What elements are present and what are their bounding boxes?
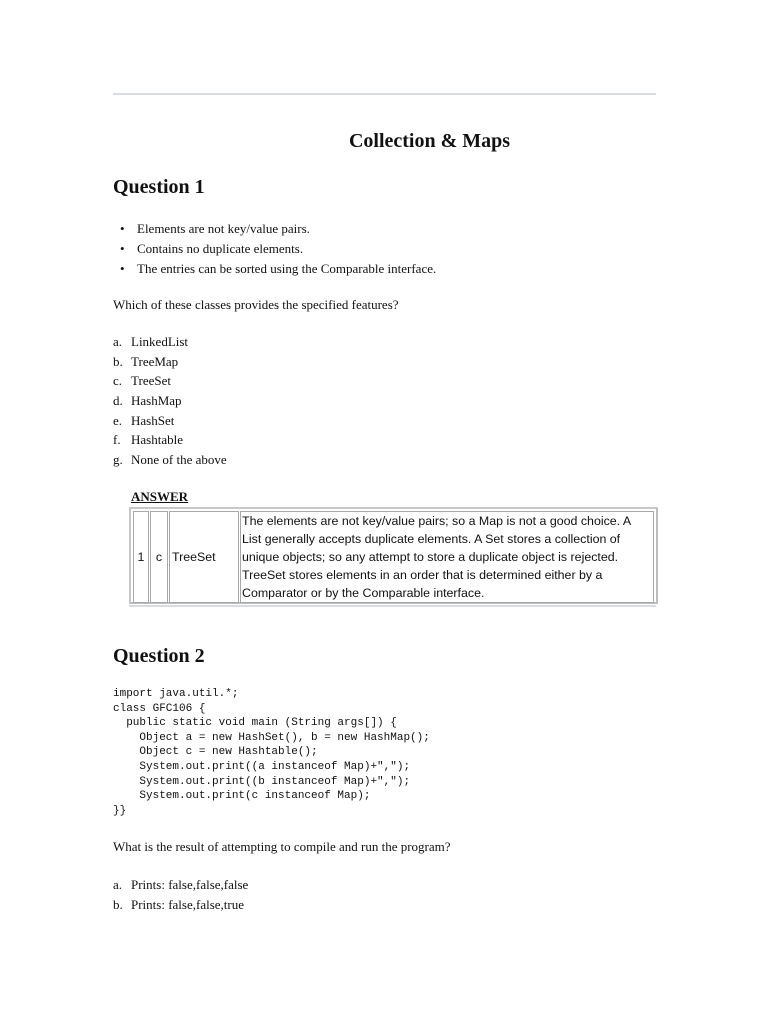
feature-item [113,240,436,260]
option-item [113,431,227,451]
option-item [113,392,227,412]
feature-text: Elements are not key/value pairs. [137,221,310,236]
option-item [113,372,227,392]
option-letter: f. [113,432,121,448]
question-2-code: import java.util.*; class GFC106 { public static void main (String args[]) { Object a = new HashSet(), b = new HashMap(); Object c = new Hashtable(); System.out.print((a instanceof Map)+","); System.out.print((b instanceof Map)+","); System.out.print(c instanceof Map); }} [113,688,430,817]
option-letter: a. [113,334,123,349]
answer-letter: c [150,511,168,603]
question-2-options [113,876,248,915]
question-1-prompt: Which of these classes provides the specified features? [113,297,399,312]
question-1-heading: Question 1 [113,176,205,198]
option-item [113,333,227,353]
answer-row [133,511,654,603]
option-item [113,876,248,896]
answer-table [132,510,655,604]
option-letter: b. [113,896,123,912]
question-1-feature-list [113,220,436,280]
option-text: TreeMap [131,353,179,369]
question-1-options [113,333,227,471]
option-text: Prints: false,false,false [131,877,249,892]
top-divider [113,93,656,95]
option-letter: g. [113,452,123,468]
bullet-icon: • [120,221,125,236]
option-item [113,451,227,471]
option-text: Hashtable [131,432,183,448]
answer-label: ANSWER [131,489,189,504]
document-title: Collection & Maps [348,130,511,152]
option-letter: a. [113,877,123,892]
option-letter: b. [113,353,123,369]
bullet-icon: • [120,241,125,256]
option-text: LinkedList [131,334,189,349]
option-text: TreeSet [131,373,171,389]
feature-text: Contains no duplicate elements. [137,241,304,256]
question-2-prompt: What is the result of attempting to compile and run the program? [113,839,451,854]
option-text: HashSet [131,412,175,428]
option-item [113,353,227,373]
option-letter: d. [113,393,123,409]
option-item [113,896,248,916]
option-letter: c. [113,373,123,389]
option-text: Prints: false,false,true [131,896,244,912]
question-2-heading: Question 2 [113,645,205,667]
option-item [113,412,227,432]
answer-explanation: The elements are not key/value pairs; so a Map is not a good choice. A List generally accepts duplicate elements. A Set stores a collection of unique objects; so any attempt to store a duplicate object is rejected. TreeSet stores elements in an order that is determined either by a Comparator or by the Comparable interface. [240,511,654,603]
option-text: HashMap [131,393,182,409]
answer-class: TreeSet [169,511,239,603]
feature-item [113,220,436,240]
answer-divider [129,605,656,607]
bullet-icon: • [120,261,125,276]
feature-text: The entries can be sorted using the Comparable interface. [137,261,437,276]
option-text: None of the above [131,452,227,468]
option-letter: e. [113,412,123,428]
answer-number: 1 [133,511,149,603]
feature-item [113,260,436,280]
answer-table-frame [129,507,658,604]
